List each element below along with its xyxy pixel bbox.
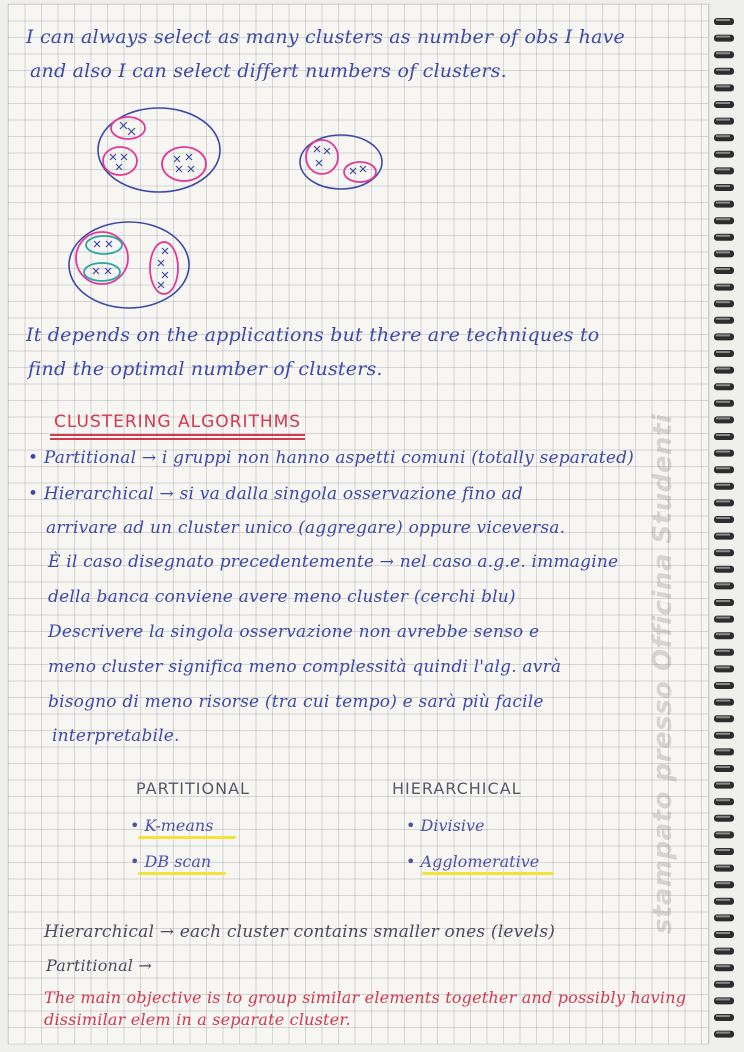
notebook-page (8, 4, 709, 1044)
spiral-ring-highlight (716, 650, 730, 652)
footer-hierarchical: Hierarchical → each cluster contains smaller ones (levels) (44, 922, 556, 942)
spiral-ring-highlight (716, 135, 730, 137)
cluster-diagram-2 (298, 132, 384, 192)
spiral-ring-highlight (716, 185, 730, 187)
spiral-ring-highlight (716, 700, 730, 702)
heading-underline-2 (50, 438, 305, 440)
spiral-ring-highlight (716, 832, 730, 834)
spiral-ring-highlight (716, 451, 730, 453)
section-heading-text: CLUSTERING ALGORITHMS (54, 412, 302, 432)
spiral-ring-highlight (716, 218, 730, 220)
partitional-item-kmeans: • K-means (130, 816, 214, 835)
spiral-ring-highlight (716, 915, 730, 917)
spiral-ring-highlight (716, 749, 730, 751)
spiral-ring-highlight (716, 268, 730, 270)
spiral-ring-highlight (716, 417, 730, 419)
spiral-ring-highlight (716, 1032, 730, 1034)
cluster-diagram-1 (94, 104, 224, 196)
spiral-ring-highlight (716, 235, 730, 237)
hier-line-4: della banca conviene avere meno cluster (cerchi blu) (48, 587, 516, 607)
spiral-ring-highlight (716, 567, 730, 569)
footer-red-line-1: The main objective is to group similar elements together and possibly having (44, 988, 687, 1007)
spiral-ring-highlight (716, 69, 730, 71)
spiral-ring-highlight (716, 982, 730, 984)
spiral-ring-highlight (716, 484, 730, 486)
hier-line-5: Descrivere la singola osservazione non avrebbe senso e (48, 622, 540, 642)
spiral-ring-highlight (716, 716, 730, 718)
spiral-ring-highlight (716, 799, 730, 801)
spiral-ring-highlight (716, 368, 730, 370)
spiral-ring-highlight (716, 119, 730, 121)
spiral-ring-highlight (716, 998, 730, 1000)
spiral-ring-highlight (716, 949, 730, 951)
spiral-ring-highlight (716, 318, 730, 320)
hier-line-2: arrivare ad un cluster unico (aggregare) oppure viceversa. (46, 518, 566, 538)
spiral-ring-highlight (716, 1015, 730, 1017)
spiral-ring-highlight (716, 85, 730, 87)
spiral-ring-highlight (716, 766, 730, 768)
spiral-ring-highlight (716, 19, 730, 21)
depends-line-1: It depends on the applications but there are techniques to (26, 324, 600, 346)
spiral-ring-highlight (716, 633, 730, 635)
spiral-ring-highlight (716, 500, 730, 502)
spiral-ring-highlight (716, 251, 730, 253)
spiral-ring-highlight (716, 434, 730, 436)
spiral-ring-highlight (716, 36, 730, 38)
hierarchical-item-divisive: • Divisive (406, 816, 485, 835)
spiral-ring-highlight (716, 152, 730, 154)
spiral-ring-highlight (716, 783, 730, 785)
hier-line-6: meno cluster significa meno complessità quindi l'alg. avrà (48, 657, 562, 677)
intro-line-2: and also I can select differt numbers of clusters. (30, 60, 507, 82)
bullet-partitional: • Partitional → i gruppi non hanno aspetti comuni (totally separated) (28, 448, 635, 468)
spiral-ring-highlight (716, 285, 730, 287)
spiral-ring-highlight (716, 882, 730, 884)
depends-line-2: find the optimal number of clusters. (28, 358, 383, 380)
spiral-ring-highlight (716, 301, 730, 303)
spiral-ring-highlight (716, 52, 730, 54)
intro-line-1: I can always select as many clusters as number of obs I have (26, 26, 625, 48)
spiral-ring-highlight (716, 534, 730, 536)
spiral-ring-highlight (716, 334, 730, 336)
spiral-ring-highlight (716, 666, 730, 668)
highlight-agglomerative (422, 872, 554, 875)
hier-line-7: bisogno di meno risorse (tra cui tempo) e sarà più facile (48, 692, 544, 712)
spiral-ring-highlight (716, 733, 730, 735)
watermark: stampato presso Officina Studenti (648, 413, 678, 934)
hier-line-8: interpretabile. (52, 726, 180, 746)
spiral-ring-highlight (716, 932, 730, 934)
spiral-ring-highlight (716, 899, 730, 901)
spiral-ring-highlight (716, 683, 730, 685)
spiral-ring-highlight (716, 401, 730, 403)
spiral-ring-highlight (716, 816, 730, 818)
spiral-ring-highlight (716, 866, 730, 868)
spiral-ring-highlight (716, 517, 730, 519)
spiral-ring-highlight (716, 617, 730, 619)
spiral-ring-highlight (716, 202, 730, 204)
footer-partitional: Partitional → (46, 956, 153, 975)
spiral-ring-highlight (716, 849, 730, 851)
footer-red-line-2: dissimilar elem in a separate cluster. (44, 1010, 351, 1029)
cluster-diagram-3 (66, 218, 192, 312)
spiral-binding (710, 10, 738, 1040)
spiral-ring-highlight (716, 467, 730, 469)
spiral-ring-highlight (716, 583, 730, 585)
highlight-kmeans (138, 836, 236, 839)
highlight-dbscan (138, 872, 226, 875)
spiral-ring-highlight (716, 600, 730, 602)
partitional-column-title: PARTITIONAL (136, 779, 250, 798)
spiral-ring-highlight (716, 168, 730, 170)
spiral-ring-highlight (716, 965, 730, 967)
spiral-ring-highlight (716, 351, 730, 353)
section-heading (54, 412, 301, 432)
partitional-item-dbscan: • DB scan (130, 852, 212, 871)
bullet-hierarchical: • Hierarchical → si va dalla singola osservazione fino ad (28, 484, 523, 504)
heading-underline-1 (50, 434, 305, 436)
spiral-ring-highlight (716, 550, 730, 552)
spiral-ring-highlight (716, 384, 730, 386)
spiral-ring-highlight (716, 102, 730, 104)
hierarchical-item-agglomerative: • Agglomerative (406, 852, 540, 871)
hierarchical-column-title: HIERARCHICAL (392, 779, 522, 798)
hier-line-3: È il caso disegnato precedentemente → nel caso a.g.e. immagine (48, 552, 619, 572)
